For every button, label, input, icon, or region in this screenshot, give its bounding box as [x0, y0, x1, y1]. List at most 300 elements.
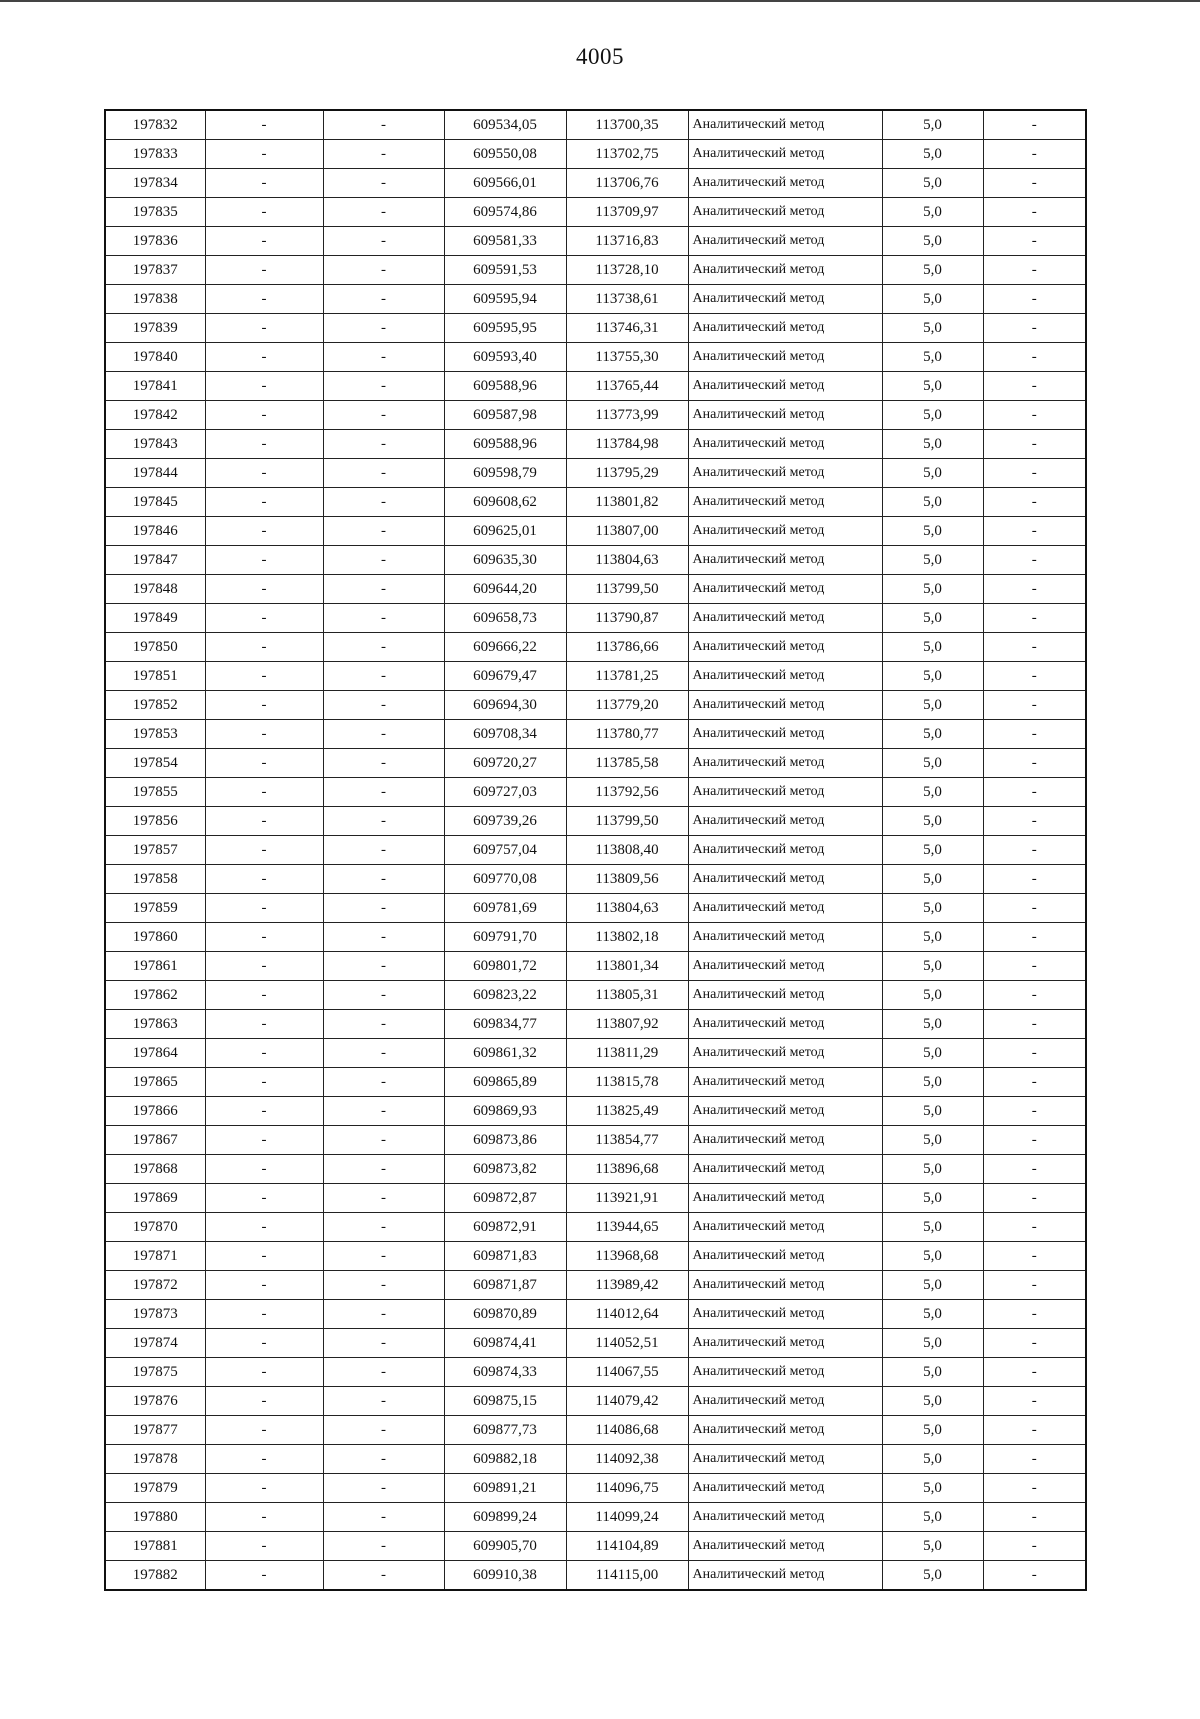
precision-cell: 5,0	[882, 227, 983, 256]
table-row	[105, 430, 1086, 459]
y-coordinate-cell: 113807,00	[566, 517, 688, 546]
x-coordinate-cell: 609635,30	[444, 546, 566, 575]
empty-value-cell: -	[983, 691, 1086, 720]
y-coordinate-cell: 113804,63	[566, 546, 688, 575]
empty-value-cell: -	[983, 1474, 1086, 1503]
coordinates-table	[104, 109, 1087, 1591]
y-coordinate-cell: 113921,91	[566, 1184, 688, 1213]
empty-value-cell: -	[983, 923, 1086, 952]
x-coordinate-cell: 609644,20	[444, 575, 566, 604]
precision-cell: 5,0	[882, 517, 983, 546]
x-coordinate-cell: 609566,01	[444, 169, 566, 198]
method-cell: Аналитический метод	[688, 1532, 882, 1561]
empty-value-cell: -	[205, 1097, 323, 1126]
y-coordinate-cell: 113716,83	[566, 227, 688, 256]
table-row	[105, 140, 1086, 169]
empty-value-cell: -	[323, 343, 444, 372]
y-coordinate-cell: 113702,75	[566, 140, 688, 169]
empty-value-cell: -	[205, 633, 323, 662]
table-row	[105, 1474, 1086, 1503]
x-coordinate-cell: 609834,77	[444, 1010, 566, 1039]
precision-cell: 5,0	[882, 575, 983, 604]
x-coordinate-cell: 609801,72	[444, 952, 566, 981]
method-cell: Аналитический метод	[688, 1039, 882, 1068]
empty-value-cell: -	[323, 1387, 444, 1416]
y-coordinate-cell: 113809,56	[566, 865, 688, 894]
y-coordinate-cell: 114086,68	[566, 1416, 688, 1445]
method-cell: Аналитический метод	[688, 1445, 882, 1474]
table-row	[105, 372, 1086, 401]
x-coordinate-cell: 609877,73	[444, 1416, 566, 1445]
method-cell: Аналитический метод	[688, 952, 882, 981]
empty-value-cell: -	[323, 691, 444, 720]
method-cell: Аналитический метод	[688, 662, 882, 691]
empty-value-cell: -	[205, 430, 323, 459]
table-row	[105, 198, 1086, 227]
point-number-cell: 197853	[105, 720, 205, 749]
table-row	[105, 459, 1086, 488]
empty-value-cell: -	[323, 1474, 444, 1503]
point-number-cell: 197843	[105, 430, 205, 459]
empty-value-cell: -	[323, 1561, 444, 1591]
x-coordinate-cell: 609874,41	[444, 1329, 566, 1358]
precision-cell: 5,0	[882, 1039, 983, 1068]
empty-value-cell: -	[205, 662, 323, 691]
y-coordinate-cell: 113784,98	[566, 430, 688, 459]
empty-value-cell: -	[983, 372, 1086, 401]
x-coordinate-cell: 609708,34	[444, 720, 566, 749]
empty-value-cell: -	[983, 169, 1086, 198]
y-coordinate-cell: 113799,50	[566, 807, 688, 836]
point-number-cell: 197882	[105, 1561, 205, 1591]
empty-value-cell: -	[205, 1358, 323, 1387]
precision-cell: 5,0	[882, 1271, 983, 1300]
y-coordinate-cell: 113755,30	[566, 343, 688, 372]
method-cell: Аналитический метод	[688, 430, 882, 459]
x-coordinate-cell: 609872,91	[444, 1213, 566, 1242]
empty-value-cell: -	[323, 807, 444, 836]
method-cell: Аналитический метод	[688, 343, 882, 372]
precision-cell: 5,0	[882, 662, 983, 691]
point-number-cell: 197877	[105, 1416, 205, 1445]
point-number-cell: 197851	[105, 662, 205, 691]
point-number-cell: 197833	[105, 140, 205, 169]
empty-value-cell: -	[323, 1271, 444, 1300]
point-number-cell: 197876	[105, 1387, 205, 1416]
method-cell: Аналитический метод	[688, 198, 882, 227]
empty-value-cell: -	[205, 923, 323, 952]
y-coordinate-cell: 113773,99	[566, 401, 688, 430]
point-number-cell: 197841	[105, 372, 205, 401]
table-row	[105, 1068, 1086, 1097]
y-coordinate-cell: 113792,56	[566, 778, 688, 807]
empty-value-cell: -	[205, 546, 323, 575]
empty-value-cell: -	[983, 1503, 1086, 1532]
method-cell: Аналитический метод	[688, 923, 882, 952]
empty-value-cell: -	[323, 1010, 444, 1039]
point-number-cell: 197879	[105, 1474, 205, 1503]
empty-value-cell: -	[205, 1474, 323, 1503]
empty-value-cell: -	[205, 343, 323, 372]
empty-value-cell: -	[983, 807, 1086, 836]
x-coordinate-cell: 609581,33	[444, 227, 566, 256]
precision-cell: 5,0	[882, 1300, 983, 1329]
empty-value-cell: -	[323, 314, 444, 343]
x-coordinate-cell: 609534,05	[444, 110, 566, 140]
y-coordinate-cell: 113804,63	[566, 894, 688, 923]
y-coordinate-cell: 113786,66	[566, 633, 688, 662]
table-row	[105, 1532, 1086, 1561]
x-coordinate-cell: 609625,01	[444, 517, 566, 546]
empty-value-cell: -	[323, 720, 444, 749]
point-number-cell: 197880	[105, 1503, 205, 1532]
method-cell: Аналитический метод	[688, 1271, 882, 1300]
point-number-cell: 197837	[105, 256, 205, 285]
x-coordinate-cell: 609905,70	[444, 1532, 566, 1561]
point-number-cell: 197850	[105, 633, 205, 662]
empty-value-cell: -	[323, 1445, 444, 1474]
precision-cell: 5,0	[882, 923, 983, 952]
table-row	[105, 1300, 1086, 1329]
empty-value-cell: -	[983, 575, 1086, 604]
empty-value-cell: -	[983, 546, 1086, 575]
method-cell: Аналитический метод	[688, 807, 882, 836]
precision-cell: 5,0	[882, 430, 983, 459]
y-coordinate-cell: 114012,64	[566, 1300, 688, 1329]
empty-value-cell: -	[983, 430, 1086, 459]
empty-value-cell: -	[205, 256, 323, 285]
point-number-cell: 197872	[105, 1271, 205, 1300]
empty-value-cell: -	[205, 110, 323, 140]
point-number-cell: 197867	[105, 1126, 205, 1155]
empty-value-cell: -	[205, 981, 323, 1010]
empty-value-cell: -	[983, 604, 1086, 633]
point-number-cell: 197873	[105, 1300, 205, 1329]
point-number-cell: 197839	[105, 314, 205, 343]
table-row	[105, 110, 1086, 140]
empty-value-cell: -	[205, 1155, 323, 1184]
empty-value-cell: -	[983, 1097, 1086, 1126]
method-cell: Аналитический метод	[688, 285, 882, 314]
point-number-cell: 197869	[105, 1184, 205, 1213]
empty-value-cell: -	[205, 865, 323, 894]
empty-value-cell: -	[323, 894, 444, 923]
method-cell: Аналитический метод	[688, 256, 882, 285]
empty-value-cell: -	[323, 546, 444, 575]
empty-value-cell: -	[983, 459, 1086, 488]
table-row	[105, 488, 1086, 517]
point-number-cell: 197874	[105, 1329, 205, 1358]
point-number-cell: 197858	[105, 865, 205, 894]
empty-value-cell: -	[323, 1329, 444, 1358]
empty-value-cell: -	[983, 1010, 1086, 1039]
table-row	[105, 546, 1086, 575]
method-cell: Аналитический метод	[688, 1358, 882, 1387]
method-cell: Аналитический метод	[688, 488, 882, 517]
point-number-cell: 197842	[105, 401, 205, 430]
method-cell: Аналитический метод	[688, 110, 882, 140]
empty-value-cell: -	[983, 256, 1086, 285]
empty-value-cell: -	[205, 749, 323, 778]
empty-value-cell: -	[983, 488, 1086, 517]
table-row	[105, 836, 1086, 865]
empty-value-cell: -	[205, 1503, 323, 1532]
x-coordinate-cell: 609781,69	[444, 894, 566, 923]
method-cell: Аналитический метод	[688, 227, 882, 256]
precision-cell: 5,0	[882, 314, 983, 343]
empty-value-cell: -	[323, 662, 444, 691]
empty-value-cell: -	[323, 1068, 444, 1097]
point-number-cell: 197856	[105, 807, 205, 836]
point-number-cell: 197845	[105, 488, 205, 517]
x-coordinate-cell: 609595,94	[444, 285, 566, 314]
empty-value-cell: -	[205, 140, 323, 169]
empty-value-cell: -	[323, 865, 444, 894]
method-cell: Аналитический метод	[688, 517, 882, 546]
table-row	[105, 1039, 1086, 1068]
y-coordinate-cell: 113728,10	[566, 256, 688, 285]
x-coordinate-cell: 609593,40	[444, 343, 566, 372]
method-cell: Аналитический метод	[688, 1387, 882, 1416]
empty-value-cell: -	[323, 1416, 444, 1445]
precision-cell: 5,0	[882, 488, 983, 517]
y-coordinate-cell: 113825,49	[566, 1097, 688, 1126]
empty-value-cell: -	[205, 778, 323, 807]
y-coordinate-cell: 113944,65	[566, 1213, 688, 1242]
empty-value-cell: -	[983, 1068, 1086, 1097]
method-cell: Аналитический метод	[688, 546, 882, 575]
x-coordinate-cell: 609872,87	[444, 1184, 566, 1213]
empty-value-cell: -	[205, 314, 323, 343]
x-coordinate-cell: 609910,38	[444, 1561, 566, 1591]
empty-value-cell: -	[983, 1039, 1086, 1068]
empty-value-cell: -	[205, 227, 323, 256]
precision-cell: 5,0	[882, 401, 983, 430]
empty-value-cell: -	[983, 1213, 1086, 1242]
empty-value-cell: -	[983, 1242, 1086, 1271]
empty-value-cell: -	[205, 894, 323, 923]
table-row	[105, 749, 1086, 778]
empty-value-cell: -	[323, 1532, 444, 1561]
table-row	[105, 517, 1086, 546]
empty-value-cell: -	[205, 198, 323, 227]
empty-value-cell: -	[323, 372, 444, 401]
x-coordinate-cell: 609899,24	[444, 1503, 566, 1532]
precision-cell: 5,0	[882, 343, 983, 372]
empty-value-cell: -	[983, 1300, 1086, 1329]
empty-value-cell: -	[983, 836, 1086, 865]
x-coordinate-cell: 609870,89	[444, 1300, 566, 1329]
precision-cell: 5,0	[882, 140, 983, 169]
method-cell: Аналитический метод	[688, 140, 882, 169]
method-cell: Аналитический метод	[688, 981, 882, 1010]
table-row	[105, 662, 1086, 691]
precision-cell: 5,0	[882, 1445, 983, 1474]
y-coordinate-cell: 113799,50	[566, 575, 688, 604]
empty-value-cell: -	[983, 1358, 1086, 1387]
table-row	[105, 720, 1086, 749]
x-coordinate-cell: 609739,26	[444, 807, 566, 836]
precision-cell: 5,0	[882, 1387, 983, 1416]
page-number: 4005	[576, 44, 624, 69]
precision-cell: 5,0	[882, 1010, 983, 1039]
empty-value-cell: -	[983, 1561, 1086, 1591]
method-cell: Аналитический метод	[688, 1416, 882, 1445]
table-row	[105, 981, 1086, 1010]
empty-value-cell: -	[983, 285, 1086, 314]
method-cell: Аналитический метод	[688, 894, 882, 923]
method-cell: Аналитический метод	[688, 1068, 882, 1097]
y-coordinate-cell: 113801,34	[566, 952, 688, 981]
point-number-cell: 197835	[105, 198, 205, 227]
method-cell: Аналитический метод	[688, 633, 882, 662]
empty-value-cell: -	[323, 169, 444, 198]
x-coordinate-cell: 609861,32	[444, 1039, 566, 1068]
empty-value-cell: -	[983, 981, 1086, 1010]
precision-cell: 5,0	[882, 1416, 983, 1445]
table-row	[105, 1271, 1086, 1300]
empty-value-cell: -	[323, 488, 444, 517]
empty-value-cell: -	[205, 1242, 323, 1271]
empty-value-cell: -	[323, 778, 444, 807]
table-row	[105, 343, 1086, 372]
x-coordinate-cell: 609595,95	[444, 314, 566, 343]
method-cell: Аналитический метод	[688, 1097, 882, 1126]
empty-value-cell: -	[983, 1416, 1086, 1445]
table-row	[105, 256, 1086, 285]
empty-value-cell: -	[323, 1039, 444, 1068]
y-coordinate-cell: 113854,77	[566, 1126, 688, 1155]
method-cell: Аналитический метод	[688, 778, 882, 807]
point-number-cell: 197866	[105, 1097, 205, 1126]
empty-value-cell: -	[323, 1213, 444, 1242]
x-coordinate-cell: 609598,79	[444, 459, 566, 488]
empty-value-cell: -	[323, 401, 444, 430]
x-coordinate-cell: 609873,82	[444, 1155, 566, 1184]
y-coordinate-cell: 113807,92	[566, 1010, 688, 1039]
empty-value-cell: -	[323, 981, 444, 1010]
table-row	[105, 1126, 1086, 1155]
empty-value-cell: -	[205, 1184, 323, 1213]
empty-value-cell: -	[205, 1561, 323, 1591]
empty-value-cell: -	[205, 372, 323, 401]
table-row	[105, 169, 1086, 198]
y-coordinate-cell: 113805,31	[566, 981, 688, 1010]
empty-value-cell: -	[205, 952, 323, 981]
y-coordinate-cell: 114079,42	[566, 1387, 688, 1416]
table-row	[105, 1097, 1086, 1126]
precision-cell: 5,0	[882, 1358, 983, 1387]
point-number-cell: 197855	[105, 778, 205, 807]
empty-value-cell: -	[205, 575, 323, 604]
x-coordinate-cell: 609550,08	[444, 140, 566, 169]
method-cell: Аналитический метод	[688, 314, 882, 343]
x-coordinate-cell: 609591,53	[444, 256, 566, 285]
empty-value-cell: -	[323, 430, 444, 459]
empty-value-cell: -	[983, 314, 1086, 343]
x-coordinate-cell: 609757,04	[444, 836, 566, 865]
precision-cell: 5,0	[882, 836, 983, 865]
empty-value-cell: -	[205, 1010, 323, 1039]
empty-value-cell: -	[323, 1155, 444, 1184]
empty-value-cell: -	[205, 517, 323, 546]
precision-cell: 5,0	[882, 1532, 983, 1561]
point-number-cell: 197849	[105, 604, 205, 633]
x-coordinate-cell: 609823,22	[444, 981, 566, 1010]
point-number-cell: 197865	[105, 1068, 205, 1097]
empty-value-cell: -	[983, 865, 1086, 894]
empty-value-cell: -	[205, 488, 323, 517]
y-coordinate-cell: 113785,58	[566, 749, 688, 778]
empty-value-cell: -	[323, 923, 444, 952]
precision-cell: 5,0	[882, 865, 983, 894]
precision-cell: 5,0	[882, 372, 983, 401]
empty-value-cell: -	[205, 1387, 323, 1416]
method-cell: Аналитический метод	[688, 604, 882, 633]
y-coordinate-cell: 114096,75	[566, 1474, 688, 1503]
point-number-cell: 197847	[105, 546, 205, 575]
method-cell: Аналитический метод	[688, 1561, 882, 1591]
empty-value-cell: -	[323, 604, 444, 633]
point-number-cell: 197864	[105, 1039, 205, 1068]
y-coordinate-cell: 113989,42	[566, 1271, 688, 1300]
empty-value-cell: -	[983, 1271, 1086, 1300]
empty-value-cell: -	[205, 1416, 323, 1445]
point-number-cell: 197852	[105, 691, 205, 720]
point-number-cell: 197875	[105, 1358, 205, 1387]
table-row	[105, 807, 1086, 836]
empty-value-cell: -	[205, 1300, 323, 1329]
method-cell: Аналитический метод	[688, 459, 882, 488]
empty-value-cell: -	[205, 807, 323, 836]
y-coordinate-cell: 113746,31	[566, 314, 688, 343]
precision-cell: 5,0	[882, 1126, 983, 1155]
precision-cell: 5,0	[882, 691, 983, 720]
x-coordinate-cell: 609874,33	[444, 1358, 566, 1387]
empty-value-cell: -	[323, 575, 444, 604]
y-coordinate-cell: 113795,29	[566, 459, 688, 488]
empty-value-cell: -	[983, 1184, 1086, 1213]
y-coordinate-cell: 113738,61	[566, 285, 688, 314]
point-number-cell: 197848	[105, 575, 205, 604]
x-coordinate-cell: 609588,96	[444, 372, 566, 401]
empty-value-cell: -	[205, 1039, 323, 1068]
empty-value-cell: -	[205, 1068, 323, 1097]
precision-cell: 5,0	[882, 1097, 983, 1126]
precision-cell: 5,0	[882, 720, 983, 749]
empty-value-cell: -	[983, 1155, 1086, 1184]
table-row	[105, 314, 1086, 343]
table-row	[105, 1155, 1086, 1184]
table-row	[105, 1561, 1086, 1591]
x-coordinate-cell: 609871,83	[444, 1242, 566, 1271]
table-row	[105, 401, 1086, 430]
y-coordinate-cell: 113779,20	[566, 691, 688, 720]
empty-value-cell: -	[983, 1445, 1086, 1474]
point-number-cell: 197868	[105, 1155, 205, 1184]
empty-value-cell: -	[205, 1445, 323, 1474]
point-number-cell: 197838	[105, 285, 205, 314]
method-cell: Аналитический метод	[688, 836, 882, 865]
method-cell: Аналитический метод	[688, 749, 882, 778]
point-number-cell: 197862	[105, 981, 205, 1010]
empty-value-cell: -	[983, 401, 1086, 430]
point-number-cell: 197857	[105, 836, 205, 865]
y-coordinate-cell: 113781,25	[566, 662, 688, 691]
empty-value-cell: -	[205, 691, 323, 720]
method-cell: Аналитический метод	[688, 1300, 882, 1329]
empty-value-cell: -	[323, 140, 444, 169]
